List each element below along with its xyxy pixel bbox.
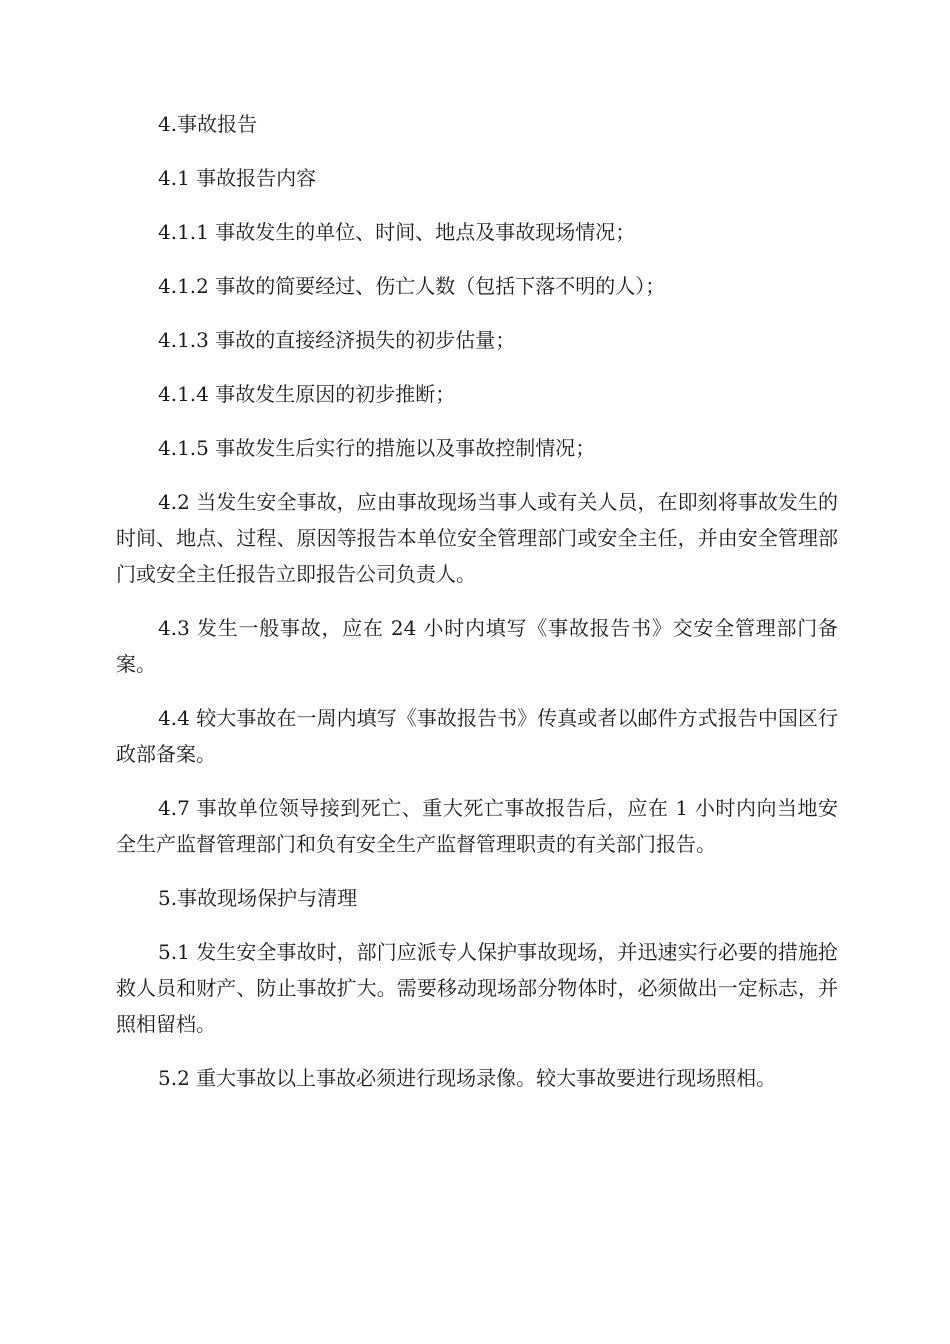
clause-4-1-1: 4.1.1 事故发生的单位、时间、地点及事故现场情况； [158,220,636,244]
heading-scene-protection: 5.事故现场保护与清理 [158,886,358,910]
clause-5-1: 5.1 发生安全事故时，部门应派专人保护事故现场，并迅速实行必要的措施抢救人员和财产、防止事故扩大。需要移动现场部分物体时，必须做出一定标志，并照相留档。 [116,940,838,1036]
clause-4-1-2: 4.1.2 事故的简要经过、伤亡人数（包括下落不明的人）； [158,274,666,298]
clause-4-1-4: 4.1.4 事故发生原因的初步推断； [158,382,456,406]
clause-4-1-5: 4.1.5 事故发生后实行的措施以及事故控制情况； [158,436,596,460]
clause-4-2: 4.2 当发生安全事故，应由事故现场当事人或有关人员，在即刻将事故发生的时间、地点、过程、原因等报告本单位安全管理部门或安全主任，并由安全管理部门或安全主任报告立即报告公司负责人。 [116,490,838,586]
subheading-report-content: 4.1 事故报告内容 [158,166,317,190]
clause-4-4: 4.4 较大事故在一周内填写《事故报告书》传真或者以邮件方式报告中国区行政部备案。 [116,706,838,766]
clause-4-1-3: 4.1.3 事故的直接经济损失的初步估量； [158,328,516,352]
clause-4-3: 4.3 发生一般事故，应在 24 小时内填写《事故报告书》交安全管理部门备案。 [116,616,838,676]
clause-5-2: 5.2 重大事故以上事故必须进行现场录像。较大事故要进行现场照相。 [158,1066,777,1090]
heading-accident-report: 4.事故报告 [158,112,258,136]
document-body [116,106,838,1114]
clause-4-7: 4.7 事故单位领导接到死亡、重大死亡事故报告后，应在 1 小时内向当地安全生产监督管理部门和负有安全生产监督管理职责的有关部门报告。 [116,796,838,856]
